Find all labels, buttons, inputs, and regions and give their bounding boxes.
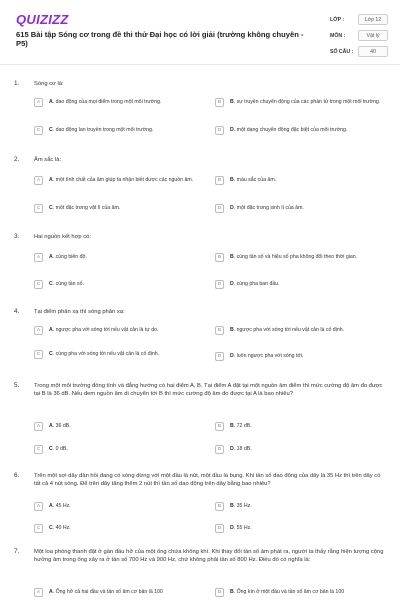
option-text: B. ngược pha với sóng tới nếu vật cản là cố định. (230, 326, 345, 333)
option-c[interactable] (34, 126, 210, 135)
option-letter: A (34, 253, 43, 262)
option-text: A. một tính chất của âm giúp ta nhận biết được các nguồn âm. (49, 176, 194, 183)
question-text: Trên một sợi dây đàn hồi đang có sóng dừng với một đầu là nút, một đầu là bụng. Khi tần số dao động của dây là 35 Hz thì trên dây có tất cả 4 nút sóng. Để trên dây tăng thêm 2 nút thì tần số dao động trên dây bằng bao nhiêu? (34, 473, 381, 488)
question-text: Âm sắc là: (34, 157, 62, 163)
option-letter: C (34, 445, 43, 454)
option-letter: A (34, 588, 43, 597)
option-text: D. luôn ngược pha với sóng tới. (230, 352, 304, 359)
option-b[interactable] (215, 422, 391, 431)
option-letter: A (34, 422, 43, 431)
option-d[interactable] (215, 204, 391, 213)
worksheet-meta (330, 14, 390, 62)
option-text: A. Ống hở cả hai đầu và tần số âm cơ bản là 100 (49, 588, 163, 595)
option-letter: B (215, 176, 224, 185)
option-letter: C (34, 524, 43, 533)
option-text: C. một đặc trưng vật lí của âm. (49, 204, 121, 211)
option-a[interactable] (34, 253, 210, 262)
question-number: 3. (14, 233, 20, 240)
question-text: Sóng cơ là: (34, 81, 64, 87)
option-text: A. dao động của mọi điểm trong một môi trường. (49, 98, 162, 105)
option-text: D. một dạng chuyển động đặc biệt của môi trường. (230, 126, 348, 133)
meta-subject-value: Vật lý (358, 30, 388, 41)
option-c[interactable] (34, 280, 210, 289)
option-letter: D (215, 280, 224, 289)
option-text: B. Ống kín ở một đầu và tần số âm cơ bản là 100 (230, 588, 345, 595)
option-text: D. 18 dB. (230, 445, 252, 452)
question-number: 7. (14, 548, 20, 555)
meta-subject (330, 30, 390, 46)
option-text: D. 55 Hz. (230, 524, 252, 531)
option-b[interactable] (215, 253, 391, 262)
question-text: Trong một môi trường đồng tính và đẳng hướng có hai điểm A, B. Tại điểm A đặt tại một nguồn âm điểm thì mức cường độ âm đo được tại B là 36 dB. Nếu đem nguồn âm di chuyển tới B thì mức cường độ âm đo được tại A là bao nhiêu? (34, 383, 383, 398)
option-letter: C (34, 204, 43, 213)
option-text: B. 72 dB. (230, 422, 252, 429)
option-c[interactable] (34, 204, 210, 213)
option-text: A. 45 Hz. (49, 502, 71, 509)
option-letter: B (215, 588, 224, 597)
option-d[interactable] (215, 445, 391, 454)
option-text: D. một đặc trưng sinh lí của âm. (230, 204, 304, 211)
option-d[interactable] (215, 126, 391, 135)
option-a[interactable] (34, 588, 210, 597)
option-letter: B (215, 326, 224, 335)
option-text: A. 36 dB. (49, 422, 71, 429)
option-a[interactable] (34, 176, 210, 185)
question-number: 5. (14, 382, 20, 389)
option-letter: C (34, 350, 43, 359)
meta-question-count (330, 46, 390, 62)
option-a[interactable] (34, 502, 210, 511)
option-b[interactable] (215, 502, 391, 511)
option-a[interactable] (34, 98, 210, 107)
page-title: 615 Bài tập Sóng cơ trong đề thi thử Đại học có lời giải (trường không chuyên - P5) (16, 30, 304, 49)
option-d[interactable] (215, 280, 391, 289)
option-b[interactable] (215, 588, 391, 597)
option-text: B. cùng tần số và hiệu số pha không đổi theo thời gian. (230, 253, 358, 260)
option-letter: C (34, 126, 43, 135)
option-letter: A (34, 98, 43, 107)
meta-subject-label: MÔN : (330, 33, 346, 39)
option-letter: B (215, 422, 224, 431)
option-d[interactable] (215, 352, 391, 361)
option-letter: D (215, 352, 224, 361)
question-number: 2. (14, 156, 20, 163)
option-text: C. cùng tần số. (49, 280, 84, 287)
option-c[interactable] (34, 445, 210, 454)
option-b[interactable] (215, 176, 391, 185)
question-number: 4. (14, 308, 20, 315)
question-text: Một loa phóng thanh đặt ở gần đầu hở của một ống chứa không khí. Khi thay đổi tần số âm phát ra, người ta thấy rằng hiện tượng cộng hưởng âm trong ống xảy ra ở tần số 700 Hz và 900 Hz, chứ không phải tần số 800 Hz. Điều đó có nghĩa là: (34, 549, 384, 564)
option-letter: D (215, 445, 224, 454)
worksheet-header (0, 0, 400, 62)
meta-grade (330, 14, 390, 30)
header-divider (0, 64, 400, 65)
question-text: Hai nguồn kết hợp có: (34, 234, 91, 240)
option-text: B. 35 Hz. (230, 502, 252, 509)
option-text: C. cùng pha với sóng tới nếu vật cản là cố định. (49, 350, 160, 357)
option-text: C. dao động lan truyền trong một môi trường. (49, 126, 154, 133)
option-letter: B (215, 253, 224, 262)
option-text: A. ngược pha với sóng tới nếu vật cản là tự do. (49, 326, 159, 333)
option-letter: D (215, 524, 224, 533)
option-letter: A (34, 326, 43, 335)
option-text: C. 0 dB. (49, 445, 68, 452)
option-letter: A (34, 502, 43, 511)
option-letter: C (34, 280, 43, 289)
meta-question-count-value: 40 (358, 46, 388, 57)
question-number: 1. (14, 80, 20, 87)
option-letter: B (215, 502, 224, 511)
option-text: C. 40 Hz. (49, 524, 71, 531)
option-a[interactable] (34, 326, 210, 335)
meta-grade-label: LỚP : (330, 17, 345, 23)
option-letter: B (215, 98, 224, 107)
option-text: D. cùng pha ban đầu. (230, 280, 280, 287)
option-b[interactable] (215, 98, 391, 107)
option-text: A. cùng biên độ. (49, 253, 87, 260)
option-c[interactable] (34, 524, 210, 533)
option-letter: D (215, 204, 224, 213)
meta-grade-value: Lớp 12 (358, 14, 388, 25)
option-d[interactable] (215, 524, 391, 533)
option-b[interactable] (215, 326, 391, 335)
meta-question-count-label: SỐ CÂU : (330, 49, 354, 55)
question-text: Tại điểm phản xạ thì sóng phản xạ: (34, 309, 125, 315)
option-a[interactable] (34, 422, 210, 431)
option-letter: D (215, 126, 224, 135)
option-text: B. sự truyền chuyển động của các phần tử trong một môi trường. (230, 98, 381, 105)
option-c[interactable] (34, 350, 210, 359)
quizizz-logo: QUIZIZZ (16, 12, 69, 27)
option-letter: A (34, 176, 43, 185)
option-text: B. màu sắc của âm. (230, 176, 277, 183)
question-number: 6. (14, 472, 20, 479)
